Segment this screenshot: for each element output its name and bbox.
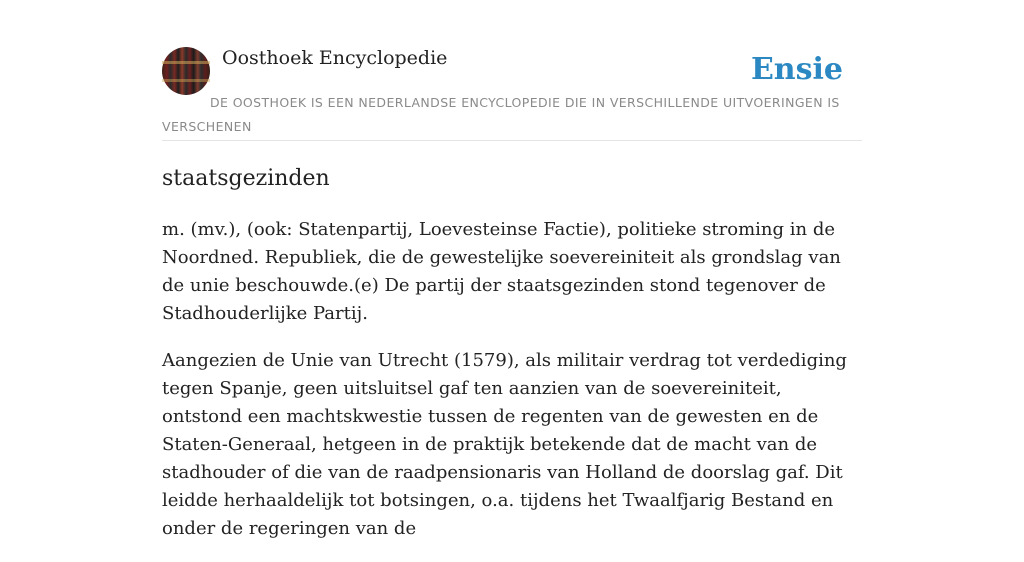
site-tagline: DE OOSTHOEK IS EEN NEDERLANDSE ENCYCLOPEDIE DIE IN VERSCHILLENDE UITVOERINGEN IS VERSCHENEN — [162, 95, 840, 134]
article-paragraph: m. (mv.), (ook: Statenpartij, Loevesteinse Factie), politieke stroming in de Noordned. Republiek, die de gewestelijke soevereiniteit als grondslag van de unie beschouwde.(e) De partij der staatsgezinden stond tegenover de Stadhouderlijke Partij. — [162, 219, 841, 324]
site-header — [162, 46, 862, 141]
article-paragraph: Aangezien de Unie van Utrecht (1579), als militair verdrag tot verdediging tegen Spanje, geen uitsluitsel gaf ten aanzien van de soevereiniteit, ontstond een machtskwestie tussen de regenten van de gewesten en de Staten-Generaal, hetgeen in de praktijk betekende dat de macht van de stadhouder of die van de raadpensionaris van Holland de doorslag gaf. Dit leidde herhaaldelijk tot botsingen, o.a. tijdens het Twaalfjarig Bestand en onder de regeringen van de — [162, 350, 847, 539]
article-body — [162, 216, 862, 562]
article-title: staatsgezinden — [162, 166, 330, 191]
site-avatar[interactable] — [162, 47, 210, 95]
site-name[interactable]: Oosthoek Encyclopedie — [222, 47, 448, 69]
ensie-logo[interactable]: Ensie — [750, 52, 843, 87]
